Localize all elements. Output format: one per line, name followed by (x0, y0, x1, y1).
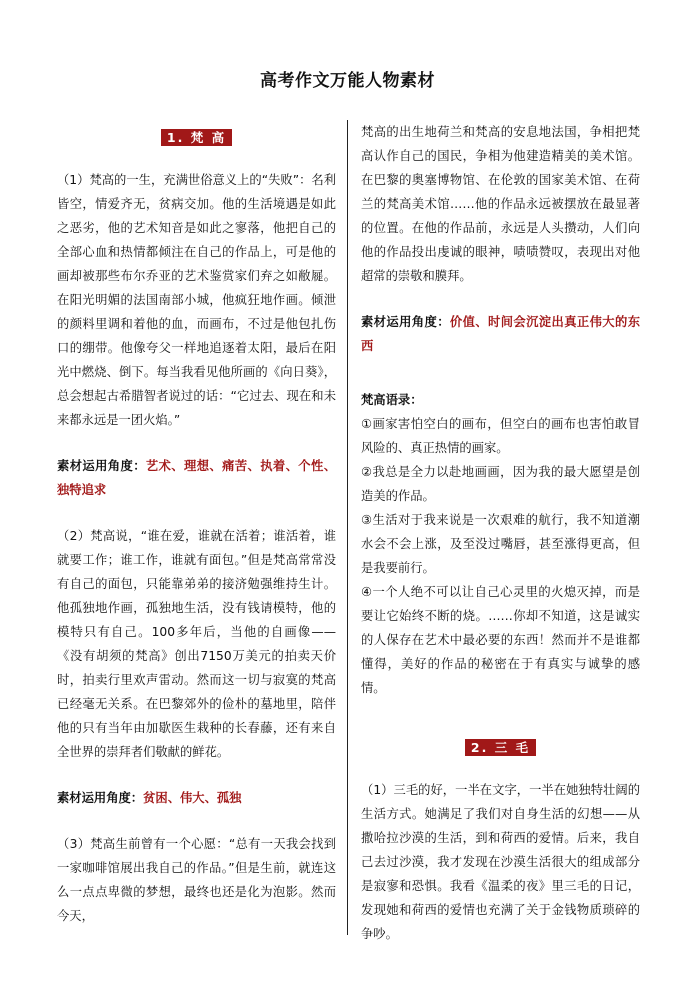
vangogh-quotes-heading: 梵高语录： (361, 393, 423, 407)
vangogh-quote-4: ④一个人绝不可以让自己心灵里的火熄灭掉，而是要让它始终不断的烧。……你却不知道，这是诚实的人保存在艺术中最必要的东西！然而并不是谁都懂得，美好的作品的秘密在于有真实与诚挚的感情。 (361, 585, 640, 695)
usage-angle-1-text: 艺术、理想、痛苦、执着、个性、独特追求 (57, 459, 336, 497)
usage-angle-3-label: 素材运用角度： (361, 315, 450, 329)
column-divider (347, 120, 348, 935)
vangogh-paragraph-2: （2）梵高说，“谁在爱，谁就在活着；谁活着，谁就要工作；谁工作，谁就有面包。”但是梵高常常没有自己的面包，只能靠弟弟的接济勉强维持生计。他孤独地作画，孤独地生活，没有钱请模特，他的模特只有自己。100多年后，当他的自画像——《没有胡须的梵高》创出7150万美元的拍卖天价时，拍卖行里欢声雷动。然而这一切与寂寞的梵高已经毫无关系。在巴黎郊外的俭朴的墓地里，陪伴他的只有当年由加歇医生栽种的长春藤，还有来自全世界的崇拜者们敬献的鲜花。 (57, 529, 336, 759)
usage-angle-3-text: 价值、时间会沉淀出真正伟大的东西 (361, 315, 640, 353)
right-column (361, 120, 640, 946)
usage-angle-3 (361, 310, 640, 358)
section-heading-vangogh-label: 1. 梵 高 (161, 129, 232, 146)
vangogh-quote-1: ①画家害怕空白的画布，但空白的画布也害怕敢冒风险的、真正热情的画家。 (361, 417, 640, 455)
vangogh-quote-2: ②我总是全力以赴地画画，因为我的最大愿望是创造美的作品。 (361, 465, 640, 503)
vangogh-paragraph-3-continued: 梵高的出生地荷兰和梵高的安息地法国，争相把梵高认作自己的国民，争相为他建造精美的美术馆。在巴黎的奥塞博物馆、在伦敦的国家美术馆、在荷兰的梵高美术馆……他的作品永远被摆放在最显著的位置。在他的作品前，永远是人头攒动，人们向他的作品投出虔诚的眼神，啧啧赞叹，表现出对他超常的崇敬和膜拜。 (361, 125, 640, 283)
usage-angle-2-text: 贫困、伟大、孤独 (143, 791, 242, 805)
vangogh-paragraph-3: （3）梵高生前曾有一个心愿：“总有一天我会找到一家咖啡馆展出我自己的作品。”但是生前，就连这么一点点卑微的梦想，最终也还是化为泡影。然而今天， (57, 837, 336, 923)
usage-angle-2 (57, 786, 336, 810)
page-title: 高考作文万能人物素材 (260, 71, 435, 91)
left-column (57, 120, 336, 928)
vangogh-paragraph-1: （1）梵高的一生，充满世俗意义上的“失败”：名利皆空，情爱齐无，贫病交加。他的生活境遇是如此之恶劣，他的艺术知音是如此之寥落，他把自己的全部心血和热情都倾注在自己的作品上，可是他的画却被那些布尔乔亚的艺术鉴赏家们弃之如敝屣。在阳光明媚的法国南部小城，他疯狂地作画。倾泄的颜料里调和着他的血，而画布，不过是他包扎伤口的绷带。他像夸父一样地追逐着太阳，最后在阳光中燃烧、倒下。每当我看见他所画的《向日葵》，总会想起古希腊智者说过的话：“它过去、现在和未来都永远是一团火焰。” (57, 173, 336, 427)
section-heading-vangogh (57, 126, 336, 150)
section-heading-sanmao-label: 2. 三 毛 (465, 739, 536, 756)
section-heading-sanmao (361, 736, 640, 760)
usage-angle-1 (57, 454, 336, 502)
usage-angle-1-label: 素材运用角度： (57, 459, 146, 473)
sanmao-paragraph-1: （1）三毛的好，一半在文字，一半在她独特壮阔的生活方式。她满足了我们对自身生活的幻想——从撒哈拉沙漠的生活，到和荷西的爱情。后来，我自己去过沙漠，我才发现在沙漠生活很大的组成部分是寂寥和恐惧。我看《温柔的夜》里三毛的日记，发现她和荷西的爱情也充满了关于金钱物质琐碎的争吵。 (361, 783, 640, 941)
usage-angle-2-label: 素材运用角度： (57, 791, 144, 805)
vangogh-quote-3: ③生活对于我来说是一次艰难的航行，我不知道潮水会不会上涨，及至没过嘴唇，甚至涨得更高，但是我要前行。 (361, 513, 640, 575)
